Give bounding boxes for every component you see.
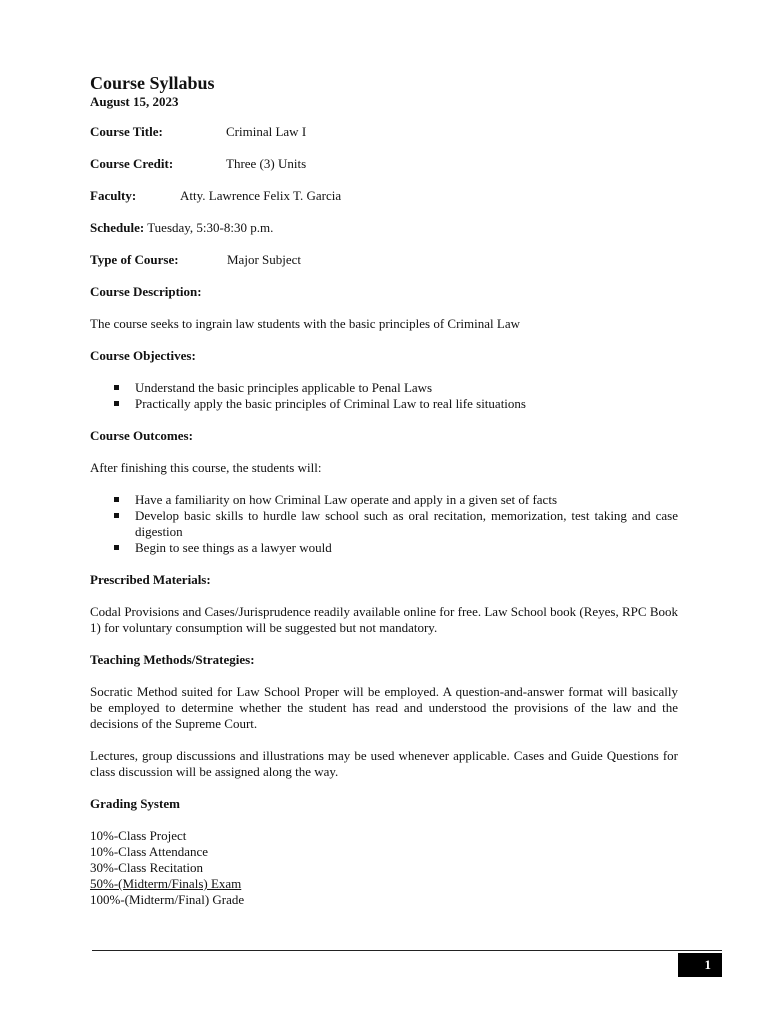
faculty-label: Faculty: — [90, 188, 137, 203]
list-item: Have a familiarity on how Criminal Law operate and apply in a given set of facts — [90, 492, 678, 508]
outcomes-list — [90, 492, 678, 556]
schedule-value: Tuesday, 5:30-8:30 p.m. — [147, 220, 274, 235]
course-credit-row — [90, 156, 678, 172]
schedule-row — [90, 220, 678, 236]
list-item: Understand the basic principles applicable to Penal Laws — [90, 380, 678, 396]
faculty-row — [90, 188, 678, 204]
grading-heading: Grading System — [90, 796, 180, 811]
grade-item: 10%-Class Attendance — [90, 844, 209, 859]
teaching-paragraph-1: Socratic Method suited for Law School Proper will be employed. A question-and-answer format will basically be employed to determine whether the student has read and understood the provisions of the law and the decisions of the Supreme Court. — [90, 684, 678, 731]
bullet-icon — [114, 513, 119, 518]
bullet-icon — [114, 401, 119, 406]
description-text: The course seeks to ingrain law students with the basic principles of Criminal Law — [90, 316, 520, 331]
teaching-heading: Teaching Methods/Strategies: — [90, 652, 255, 667]
grade-item: 30%-Class Recitation — [90, 860, 204, 875]
list-item: Develop basic skills to hurdle law school such as oral recitation, memorization, test taking and case digestion — [90, 508, 678, 540]
grade-total: 100%-(Midterm/Final) Grade — [90, 892, 245, 907]
list-item: Practically apply the basic principles of Criminal Law to real life situations — [90, 396, 678, 412]
teaching-paragraph-2: Lectures, group discussions and illustrations may be used whenever applicable. Cases and Guide Questions for class discussion will be assigned along the way. — [90, 748, 678, 779]
materials-text: Codal Provisions and Cases/Jurisprudence readily available online for free. Law School book (Reyes, RPC Book 1) for voluntary consumption will be suggested but not mandatory. — [90, 604, 678, 635]
grade-item: 10%-Class Project — [90, 828, 187, 843]
course-title-row — [90, 124, 678, 140]
bullet-icon — [114, 385, 119, 390]
course-type-row — [90, 252, 678, 268]
description-heading: Course Description: — [90, 284, 202, 299]
document-body — [90, 72, 678, 908]
faculty-value: Atty. Lawrence Felix T. Garcia — [180, 188, 342, 203]
list-item: Begin to see things as a lawyer would — [90, 540, 678, 556]
grading-list — [90, 828, 678, 908]
objectives-heading: Course Objectives: — [90, 348, 196, 363]
course-type-value: Major Subject — [227, 252, 302, 267]
page-title: Course Syllabus — [90, 73, 215, 93]
document-date: August 15, 2023 — [90, 94, 179, 109]
outcomes-heading: Course Outcomes: — [90, 428, 193, 443]
page-number: 1 — [678, 953, 722, 977]
course-title-label: Course Title: — [90, 124, 163, 139]
footer-divider — [92, 950, 722, 951]
objectives-list — [90, 380, 678, 412]
outcomes-intro: After finishing this course, the students will: — [90, 460, 322, 475]
schedule-label: Schedule: — [90, 220, 145, 235]
course-type-label: Type of Course: — [90, 252, 179, 267]
materials-heading: Prescribed Materials: — [90, 572, 211, 587]
course-credit-value: Three (3) Units — [226, 156, 307, 171]
bullet-icon — [114, 545, 119, 550]
course-title-value: Criminal Law I — [226, 124, 307, 139]
grade-item: 50%-(Midterm/Finals) Exam — [90, 876, 242, 891]
course-credit-label: Course Credit: — [90, 156, 174, 171]
bullet-icon — [114, 497, 119, 502]
